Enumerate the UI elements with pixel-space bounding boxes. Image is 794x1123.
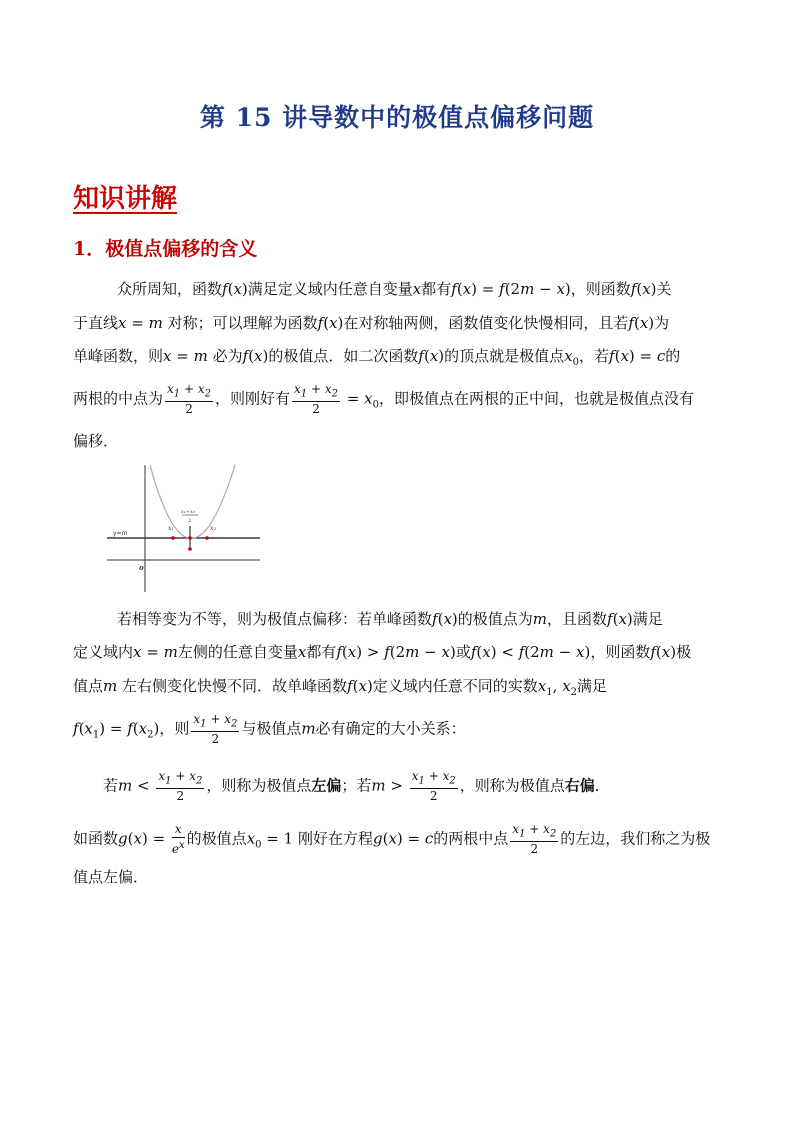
parabola-figure [105,460,265,595]
paragraph-2-line-1: 若相等变为不等，则为极值点偏移：若单峰函数f(x)的极值点为m，且函数f(x)满足 [117,610,663,628]
left-skew-term: 左偏 [311,776,342,795]
root-point-x1 [171,536,175,540]
paragraph-1-line-1: 众所周知，函数f(x)满足定义域内任意自变量x都有f(x) = f(2m − x)，则函数f(x)关 [117,280,672,298]
page-title: 第 15 讲导数中的极值点偏移问题 [199,103,595,132]
paragraph-2-line-4: $f(x_1) = f(x_2)$，则 $\frac{x_1 + x_2}{2}$ 与极值点m必有确定的大小关系： [73,712,466,747]
paragraph-1-line-3: 单峰函数，则x = m 必为f(x)的极值点．如二次函数f(x)的顶点就是极值点$x_0$，若f(x) = c的 [73,347,681,368]
paragraph-1-line-5: 偏移． [73,432,119,450]
paragraph-4-line-2: 值点左偏． [73,868,149,886]
paragraph-1-line-2: 于直线x = m 对称；可以理解为函数f(x)在对称轴两侧，函数值变化快慢相同，且若f(x)为 [73,314,670,332]
section-heading: 知识讲解 [73,184,178,214]
root-point-x2 [205,536,209,540]
label-x2: x₂ [210,525,216,532]
paragraph-2-line-2: 定义域内x = m左侧的任意自变量x都有f(x) > f(2m − x)或f(x) < f(2m − x)，则函数f(x)极 [73,643,692,661]
paragraph-3: 若m < $\frac{x_1 + x_2}{2}$ ，则称为极值点左偏；若m > $\frac{x_1 + x_2}{2}$ ，则称为极值点右偏． [103,769,610,804]
paragraph-2-line-3: 值点m 左右侧变化快慢不同．故单峰函数f(x)定义域内任意不同的实数$x_1$, $x_2$满足 [73,677,608,698]
paragraph-4-line-1: 如函数g(x) = $\frac{x}{e^x}$ 的极值点$x_0 = 1$ 刚好在方程g(x) = c的两根中点 $\frac{x_1 + x_2}{2}$ 的左边，我们称之为极 [73,822,711,857]
midpoint-marker [188,536,192,540]
paragraph-1-line-4: 两根的中点为 $\frac{x_1 + x_2}{2}$ ，则刚好有 $\frac{x_1 + x_2}{2}$ = $x_0$，即极值点在两根的正中间，也就是极值点没有 [73,382,694,417]
label-origin: o [139,563,144,572]
label-x1: x₁ [168,525,174,532]
label-midpoint-num: x₁+x₂ [181,509,195,515]
label-ym: y=m [113,530,128,537]
right-skew-term: 右偏 [564,776,595,795]
parabola-curve [150,465,235,539]
subsection-heading: 1．极值点偏移的含义 [73,238,258,260]
label-midpoint-den: 2 [188,518,192,524]
vertex-point [188,547,192,551]
